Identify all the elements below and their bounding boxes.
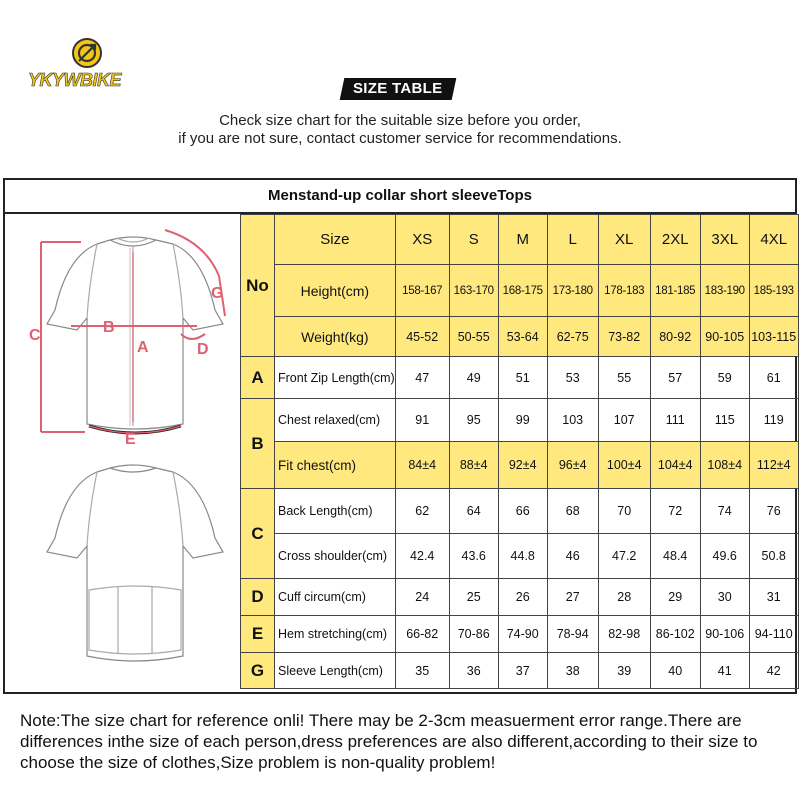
size-2xl: 2XL <box>650 215 700 265</box>
row-label: Back Length(cm) <box>275 489 396 534</box>
table-cell: 26 <box>498 579 547 616</box>
table-cell: 104±4 <box>650 442 700 489</box>
table-row <box>241 616 799 653</box>
size-4xl: 4XL <box>749 215 798 265</box>
size-xl: XL <box>598 215 650 265</box>
jersey-front <box>47 237 223 429</box>
table-cell: 64 <box>449 489 498 534</box>
table-cell: 31 <box>749 579 798 616</box>
table-cell: 108±4 <box>700 442 749 489</box>
table-cell: 70-86 <box>449 616 498 653</box>
table-cell: 88±4 <box>449 442 498 489</box>
table-cell: 99 <box>498 399 547 442</box>
jersey-back <box>47 465 223 661</box>
table-cell: 43.6 <box>449 534 498 579</box>
group-b: B <box>241 399 275 489</box>
chart-title: Menstand-up collar short sleeveTops <box>268 187 532 204</box>
table-cell: 49 <box>449 357 498 399</box>
row-label: Height(cm) <box>275 265 396 317</box>
table-cell: 27 <box>547 579 598 616</box>
table-cell: 103-115 <box>749 317 798 357</box>
table-cell: 112±4 <box>749 442 798 489</box>
table-cell: 100±4 <box>598 442 650 489</box>
table-cell: 178-183 <box>598 265 650 317</box>
table-row <box>241 653 799 689</box>
table-row <box>241 357 799 399</box>
label-a: A <box>137 339 149 356</box>
table-cell: 37 <box>498 653 547 689</box>
table-cell: 80-92 <box>650 317 700 357</box>
table-cell: 50-55 <box>449 317 498 357</box>
table-row <box>241 317 799 357</box>
table-cell: 47 <box>395 357 449 399</box>
size-xs: XS <box>395 215 449 265</box>
measurement-lines <box>41 230 225 433</box>
table-cell: 42 <box>749 653 798 689</box>
table-cell: 62 <box>395 489 449 534</box>
table-row <box>241 399 799 442</box>
row-label: Front Zip Length(cm) <box>275 357 396 399</box>
table-cell: 78-94 <box>547 616 598 653</box>
table-cell: 41 <box>700 653 749 689</box>
group-d: D <box>241 579 275 616</box>
size-header: Size <box>275 215 396 265</box>
label-d: D <box>197 341 209 358</box>
table-row <box>241 534 799 579</box>
table-cell: 55 <box>598 357 650 399</box>
table-cell: 92±4 <box>498 442 547 489</box>
table-cell: 28 <box>598 579 650 616</box>
no-label: No <box>241 215 275 357</box>
table-cell: 107 <box>598 399 650 442</box>
group-e: E <box>241 616 275 653</box>
table-cell: 91 <box>395 399 449 442</box>
table-cell: 59 <box>700 357 749 399</box>
table-cell: 115 <box>700 399 749 442</box>
size-table-badge <box>340 78 457 100</box>
table-cell: 66-82 <box>395 616 449 653</box>
table-cell: 66 <box>498 489 547 534</box>
table-row <box>241 265 799 317</box>
table-cell: 24 <box>395 579 449 616</box>
table-cell: 163-170 <box>449 265 498 317</box>
table-row <box>241 489 799 534</box>
row-label: Fit chest(cm) <box>275 442 396 489</box>
table-cell: 95 <box>449 399 498 442</box>
table-cell: 35 <box>395 653 449 689</box>
table-cell: 42.4 <box>395 534 449 579</box>
table-cell: 86-102 <box>650 616 700 653</box>
table-cell: 96±4 <box>547 442 598 489</box>
table-cell: 168-175 <box>498 265 547 317</box>
table-cell: 173-180 <box>547 265 598 317</box>
table-cell: 40 <box>650 653 700 689</box>
row-label: Chest relaxed(cm) <box>275 399 396 442</box>
row-label: Weight(kg) <box>275 317 396 357</box>
label-e: E <box>125 431 136 448</box>
table-cell: 181-185 <box>650 265 700 317</box>
table-cell: 61 <box>749 357 798 399</box>
table-cell: 38 <box>547 653 598 689</box>
brand-name: YKYWBIKE <box>28 70 122 90</box>
table-cell: 39 <box>598 653 650 689</box>
row-label: Hem stretching(cm) <box>275 616 396 653</box>
table-row <box>241 579 799 616</box>
size-l: L <box>547 215 598 265</box>
size-table <box>240 214 799 689</box>
table-cell: 74-90 <box>498 616 547 653</box>
bike-logo-icon <box>70 36 104 70</box>
table-cell: 29 <box>650 579 700 616</box>
table-cell: 73-82 <box>598 317 650 357</box>
table-cell: 185-193 <box>749 265 798 317</box>
table-cell: 72 <box>650 489 700 534</box>
table-cell: 53 <box>547 357 598 399</box>
size-table-badge-text: SIZE TABLE <box>353 80 443 97</box>
row-label: Cross shoulder(cm) <box>275 534 396 579</box>
table-cell: 68 <box>547 489 598 534</box>
table-cell: 84±4 <box>395 442 449 489</box>
table-cell: 51 <box>498 357 547 399</box>
size-header-row <box>241 215 799 265</box>
table-cell: 50.8 <box>749 534 798 579</box>
disclaimer-note: Note:The size chart for reference onli! There may be 2-3cm measuerment error range.There are differences inthe size of each person,dress preferences are also different,according to their size to choose the size of clothes,Size problem is non-quality problem! <box>20 711 758 772</box>
table-cell: 49.6 <box>700 534 749 579</box>
group-g: G <box>241 653 275 689</box>
table-cell: 44.8 <box>498 534 547 579</box>
table-cell: 94-110 <box>749 616 798 653</box>
subtitle <box>0 112 800 148</box>
table-cell: 53-64 <box>498 317 547 357</box>
table-cell: 57 <box>650 357 700 399</box>
table-cell: 103 <box>547 399 598 442</box>
table-cell: 46 <box>547 534 598 579</box>
table-cell: 183-190 <box>700 265 749 317</box>
table-cell: 45-52 <box>395 317 449 357</box>
table-row <box>241 442 799 489</box>
group-a: A <box>241 357 275 399</box>
label-b: B <box>103 319 115 336</box>
table-cell: 111 <box>650 399 700 442</box>
table-cell: 76 <box>749 489 798 534</box>
table-cell: 62-75 <box>547 317 598 357</box>
table-cell: 119 <box>749 399 798 442</box>
subtitle-line-2: if you are not sure, contact customer service for recommendations. <box>178 130 622 147</box>
row-label: Sleeve Length(cm) <box>275 653 396 689</box>
subtitle-line-1: Check size chart for the suitable size before you order, <box>219 112 581 129</box>
jersey-diagram <box>5 214 240 692</box>
size-s: S <box>449 215 498 265</box>
size-3xl: 3XL <box>700 215 749 265</box>
label-g: G <box>211 285 224 302</box>
table-cell: 90-105 <box>700 317 749 357</box>
group-c: C <box>241 489 275 579</box>
table-cell: 47.2 <box>598 534 650 579</box>
table-cell: 158-167 <box>395 265 449 317</box>
table-cell: 90-106 <box>700 616 749 653</box>
table-cell: 48.4 <box>650 534 700 579</box>
size-m: M <box>498 215 547 265</box>
label-c: C <box>29 327 41 344</box>
table-cell: 25 <box>449 579 498 616</box>
row-label: Cuff circum(cm) <box>275 579 396 616</box>
table-cell: 82-98 <box>598 616 650 653</box>
table-cell: 74 <box>700 489 749 534</box>
table-cell: 30 <box>700 579 749 616</box>
table-cell: 36 <box>449 653 498 689</box>
table-cell: 70 <box>598 489 650 534</box>
